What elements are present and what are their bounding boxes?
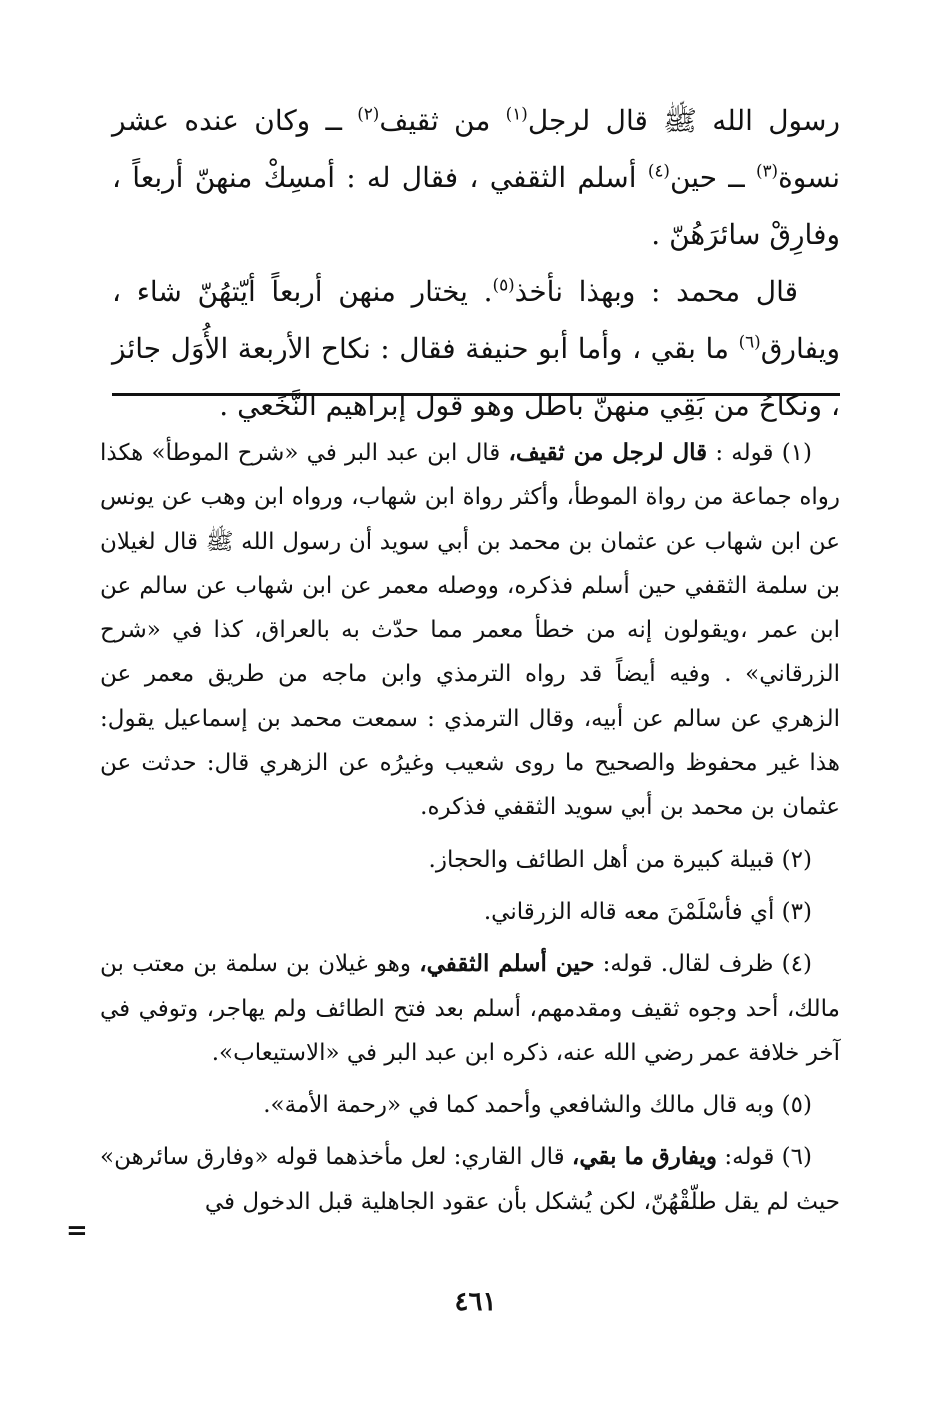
footnote-ref-6: (٦) (738, 331, 761, 352)
footnote-text: قوله: (717, 1144, 782, 1171)
footnote-number: (٦) (781, 1144, 812, 1171)
text-run: من ثقيف (379, 104, 506, 137)
footnote-3 (100, 890, 840, 934)
main-text (112, 92, 840, 434)
text-run: ــ وكان عنده عشر نسوة (112, 104, 841, 194)
main-paragraph-1 (112, 92, 840, 263)
footnote-1 (100, 431, 840, 830)
footnote-lemma: قال لرجل من ثقيف، (508, 439, 708, 466)
footnote-text: قبيلة كبيرة من أهل الطائف والحجاز. (428, 846, 782, 873)
text-run: ما بقي ، وأما أبو حنيفة فقال : نكاح الأربعة الأُوَل جائز ، ونكاحُ من بَقِي منهنّ باطل وهو قول إبراهيم النَّخَعي . (112, 332, 840, 422)
footnote-lemma: ويفارق ما بقي، (571, 1143, 718, 1171)
text-run: ــ حين (669, 161, 756, 194)
footnote-2 (100, 838, 840, 882)
footnote-text: وهو غيلان بن سلمة بن معتب بن مالك، أحد وجوه ثقيف ومقدمهم، أسلم بعد فتح الطائف ولم يهاجر، وتوفي في آخر خلافة عمر رضي الله عنه، ذكره ابن عبد البر في «الاستيعاب». (100, 951, 840, 1066)
continuation-mark: = (66, 1216, 88, 1246)
text-run: قال محمد : وبهذا نأخذ (514, 275, 798, 308)
footnote-6 (100, 1135, 840, 1224)
footnote-4 (100, 942, 840, 1075)
text-run: رسول الله ﷺ قال لرجل (527, 104, 840, 137)
footnote-ref-5: (٥) (492, 274, 515, 295)
footnote-separator (112, 393, 840, 396)
text-run: . يختار منهن أربعاً أيّتهُنّ شاء ، ويفارق (112, 275, 840, 365)
footnote-ref-3: (٣) (755, 160, 779, 181)
footnote-ref-4: (٤) (647, 160, 670, 181)
text-run: أسلم الثقفي ، فقال له : أمسِكْ منهنّ أربعاً ، وفارِقْ سائرَهُنّ . (112, 161, 840, 251)
footnote-ref-2: (٢) (357, 103, 380, 124)
footnote-ref-1: (١) (505, 103, 528, 124)
page-number: ٤٦١ (454, 1287, 497, 1317)
footnote-number: (١) (781, 440, 813, 466)
footnote-text: أي فأسْلَمْنَ معه قاله الزرقاني. (483, 898, 782, 925)
footnote-number: (٥) (781, 1092, 812, 1119)
footnote-text: قال ابن عبد البر في «شرح الموطأ» هكذا رواه جماعة من رواة الموطأ، وأكثر رواة ابن شهاب، ورواه ابن وهب عن يونس عن ابن شهاب عن عثمان بن محمد بن أبي سويد أن رسول الله ﷺ قال لغيلان بن سلمة الثقفي حين أسلم فذكره، ووصله معمر عن ابن شهاب عن سالم عن ابن عمر ،ويقولون إنه من خطأ معمر مما حدّث به بالعراق، كذا في «شرح الزرقاني» . وفيه أيضاً قد رواه الترمذي وابن ماجه من طريق معمر عن الزهري عن سالم عن أبيه، وقال الترمذي : سمعت محمد بن إسماعيل يقول: هذا غير محفوظ والصحيح ما روى شعيب وغيرُه عن الزهري قال: حدثت عن عثمان بن محمد بن أبي سويد الثقفي فذكره. (100, 440, 841, 821)
footnote-number: (٣) (781, 898, 812, 925)
footnote-number: (٢) (781, 846, 812, 873)
footnote-text: قوله : (707, 440, 782, 466)
footnote-text: وبه قال مالك والشافعي وأحمد كما في «رحمة الأمة». (263, 1092, 782, 1119)
footnotes (100, 431, 840, 1224)
footnote-5 (100, 1083, 840, 1127)
footnote-number: (٤) (781, 951, 812, 978)
main-paragraph-2 (112, 263, 840, 434)
footnote-text: قال القاري: لعل مأخذهما قوله «وفارق سائرهن» حيث لم يقل طلّقْهُنّ، لكن يُشكل بأن عقود الجاهلية قبل الدخول في (100, 1144, 840, 1215)
footnote-text: ظرف لقال. قوله: (594, 951, 782, 978)
footnote-lemma: حين أسلم الثقفي، (419, 950, 595, 978)
